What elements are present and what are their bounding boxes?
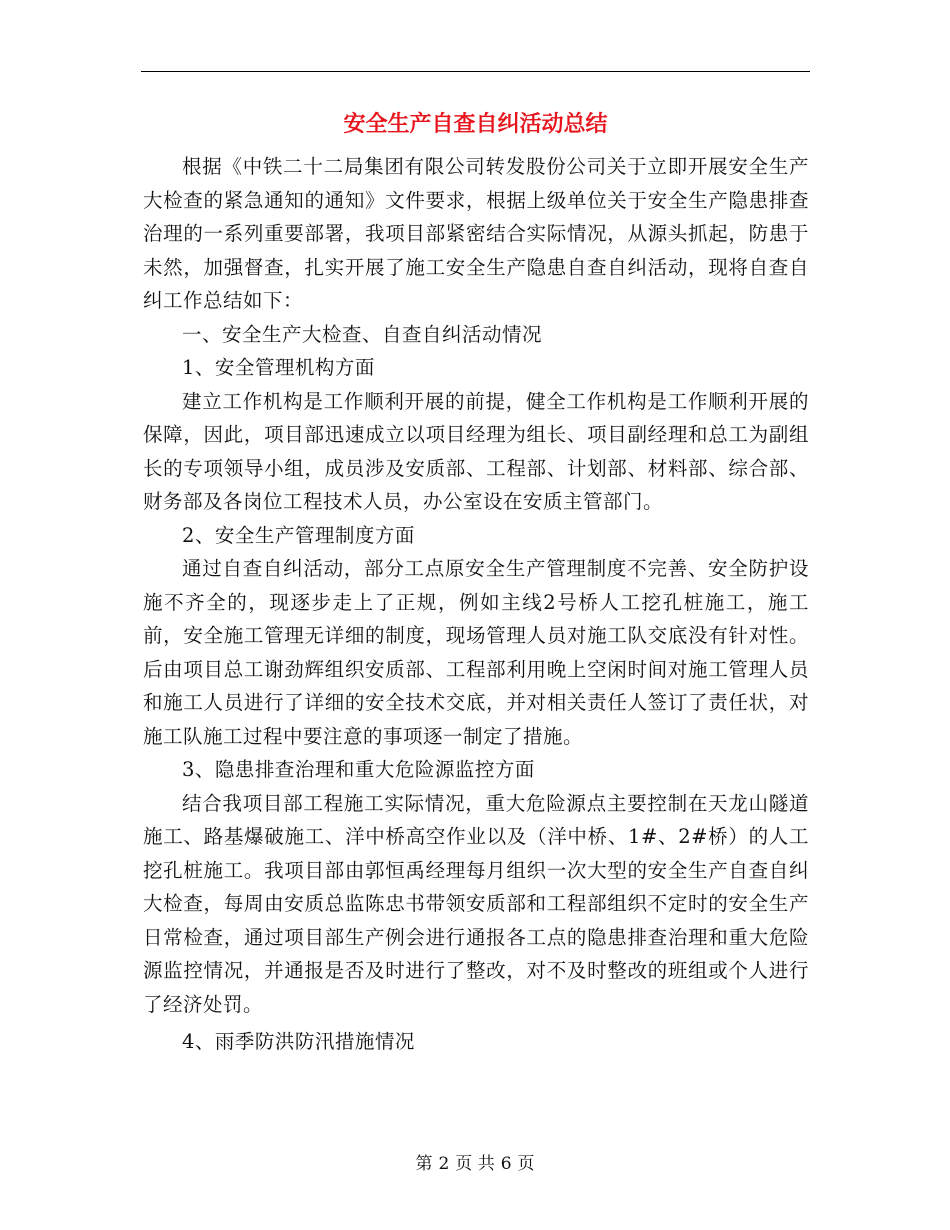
document-body	[143, 150, 809, 1059]
subheading-2: 2、安全生产管理制度方面	[182, 523, 415, 547]
paragraph-1: 建立工作机构是工作顺利开展的前提，健全工作机构是工作顺利开展的保障，因此，项目部迅速成立以项目经理为组长、项目副经理和总工为副组长的专项领导小组，成员涉及安质部、工程部、计划部、材料部、综合部、财务部及各岗位工程技术人员，办公室设在安质主管部门。	[143, 389, 809, 513]
footer-page-number: 2	[438, 1154, 450, 1174]
section-heading-1: 一、安全生产大检查、自查自纠活动情况	[182, 322, 543, 346]
footer-total-pages: 6	[500, 1154, 512, 1174]
page-footer	[0, 1152, 950, 1176]
paragraph-intro: 根据《中铁二十二局集团有限公司转发股份公司关于立即开展安全生产大检查的紧急通知的通知》文件要求，根据上级单位关于安全生产隐患排查治理的一系列重要部署，我项目部紧密结合实际情况，从源头抓起，防患于未然，加强督查，扎实开展了施工安全生产隐患自查自纠活动，现将自查自纠工作总结如下：	[143, 155, 809, 312]
subheading-1: 1、安全管理机构方面	[182, 356, 375, 379]
footer-prefix: 第	[415, 1154, 433, 1174]
paragraph-2: 通过自查自纠活动，部分工点原安全生产管理制度不完善、安全防护设施不齐全的，现逐步走上了正规，例如主线2号桥人工挖孔桩施工，施工前，安全施工管理无详细的制度，现场管理人员对施工队交底没有针对性。后由项目总工谢劲辉组织安质部、工程部利用晚上空闲时间对施工管理人员和施工人员进行了详细的安全技术交底，并对相关责任人签订了责任状，对施工队施工过程中要注意的事项逐一制定了措施。	[143, 557, 809, 748]
subheading-4: 4、雨季防洪防汛措施情况	[182, 1030, 415, 1053]
header-rule	[141, 71, 810, 72]
footer-mid: 页 共	[455, 1154, 495, 1174]
subheading-3: 3、隐患排查治理和重大危险源监控方面	[182, 758, 535, 781]
paragraph-3: 结合我项目部工程施工实际情况，重大危险源点主要控制在天龙山隧道施工、路基爆破施工、洋中桥高空作业以及（洋中桥、1#、2#桥）的人工挖孔桩施工。我项目部由郭恒禹经理每月组织一次大型的安全生产自查自纠大检查，每周由安质总监陈忠书带领安质部和工程部组织不定时的安全生产日常检查，通过项目部生产例会进行通报各工点的隐患排查治理和重大危险源监控情况，并通报是否及时进行了整改，对不及时整改的班组或个人进行了经济处罚。	[143, 791, 809, 1016]
footer-suffix: 页	[517, 1154, 535, 1174]
document-title: 安全生产自查自纠活动总结	[343, 111, 608, 137]
